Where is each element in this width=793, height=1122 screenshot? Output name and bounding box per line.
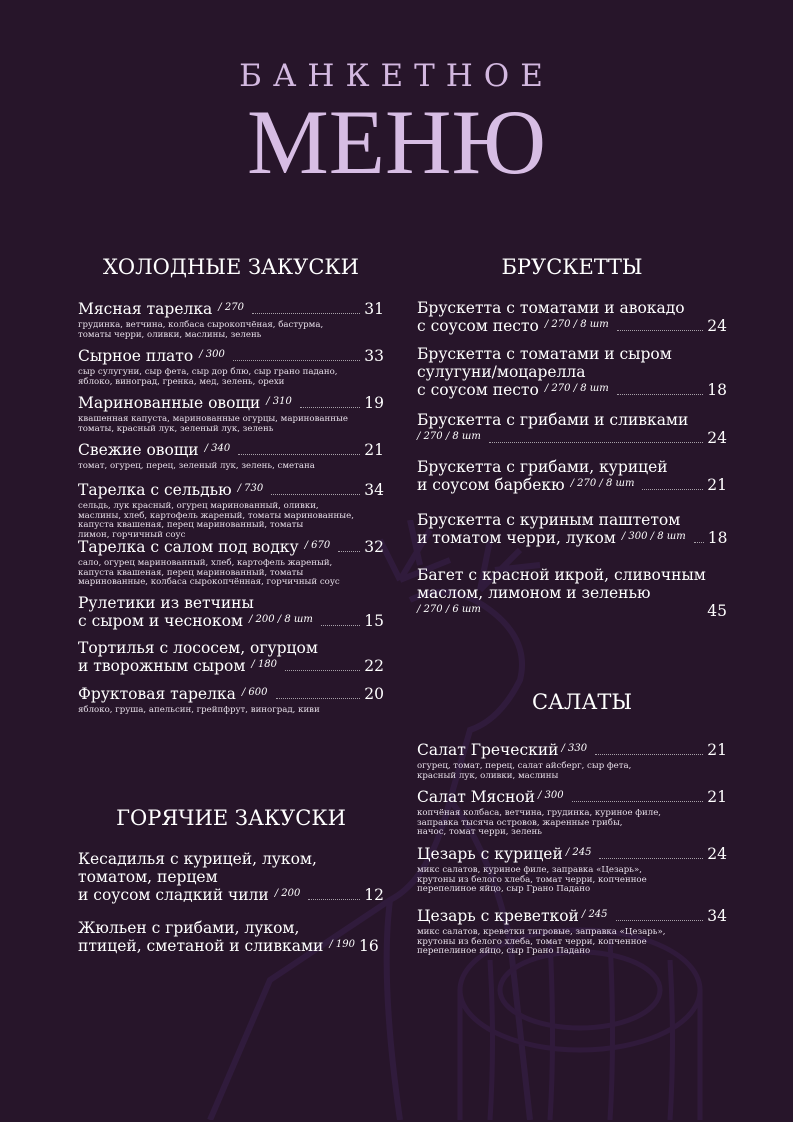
menu-item	[78, 685, 384, 716]
item-name-line: и соусом барбекю	[417, 476, 565, 494]
item-name-line: и творожным сыром	[78, 657, 246, 675]
item-description: сельдь, лук красный, огурец маринованный, оливки, маслины, хлеб, картофель жареный, томаты маринованные, капуста квашеная, перец маринованный, томаты лимон, горчичный соус	[78, 501, 354, 540]
item-name: Цезарь с курицей	[417, 845, 563, 863]
item-name: Мясная тарелка	[78, 300, 213, 318]
menu-item	[78, 394, 384, 434]
menu-item	[417, 411, 727, 447]
menu-item	[417, 458, 727, 494]
leader-dots	[238, 453, 360, 455]
item-weight: / 245	[565, 847, 592, 858]
menu-item	[78, 481, 384, 540]
leader-dots	[616, 919, 704, 921]
leader-dots	[489, 441, 703, 443]
item-price: 32	[364, 538, 384, 556]
item-weight: / 245	[581, 909, 608, 920]
leader-dots	[642, 488, 703, 490]
menu-item	[78, 347, 384, 387]
item-name: Тортилья с лососем, огурцом	[78, 639, 318, 657]
leader-dots	[308, 898, 360, 900]
item-weight: / 600	[241, 687, 268, 698]
leader-dots	[617, 393, 704, 395]
leader-space	[489, 614, 703, 616]
item-weight: / 270 / 6 шт	[417, 604, 481, 615]
item-weight: / 270 / 8 шт	[544, 383, 609, 394]
item-weight: / 180	[251, 659, 278, 670]
section-title-cold: ХОЛОДНЫЕ ЗАКУСКИ	[102, 255, 359, 279]
item-price: 12	[364, 886, 384, 904]
menu-item	[417, 511, 727, 547]
leader-dots	[617, 329, 704, 331]
menu-item	[417, 788, 727, 838]
item-name: Цезарь с креветкой	[417, 907, 579, 925]
leader-dots	[285, 669, 360, 671]
item-name: Жюльен с грибами, луком,	[78, 919, 300, 937]
item-price: 21	[707, 741, 727, 759]
item-price: 16	[359, 937, 379, 955]
leader-dots	[321, 624, 360, 626]
section-title-salads: САЛАТЫ	[531, 690, 633, 714]
section-title-bruschetta: БРУСКЕТТЫ	[501, 255, 643, 279]
item-name: Кесадилья с курицей, луком,	[78, 850, 317, 868]
item-description: микс салатов, куриное филе, заправка «Цезарь», крутоны из белого хлеба, томат черри, копченное перепелиное яйцо, сыр Грано Падано	[417, 865, 647, 894]
leader-dots	[595, 753, 703, 755]
item-weight: / 200	[274, 888, 301, 899]
item-price: 24	[707, 429, 727, 447]
item-name-line: и томатом черри, луком	[417, 529, 616, 547]
item-name: Салат Мясной	[417, 788, 536, 806]
item-weight: / 190	[329, 939, 356, 950]
menu-item	[78, 639, 384, 675]
menu-item	[417, 845, 727, 895]
item-price: 34	[707, 907, 727, 925]
item-weight: / 730	[237, 483, 264, 494]
item-name: Брускетта с томатами и авокадо	[417, 299, 685, 317]
item-name-line: с соусом песто	[417, 317, 539, 335]
header-subtitle: БАНКЕТНОЕ	[239, 58, 554, 94]
item-weight: / 340	[204, 443, 231, 454]
menu-item	[417, 907, 727, 957]
item-description: квашенная капуста, маринованные огурцы, маринованные томаты, красный лук, зеленый лук, зелень	[78, 414, 348, 434]
item-price: 21	[707, 476, 727, 494]
item-price: 33	[364, 347, 384, 365]
item-price: 31	[364, 300, 384, 318]
item-weight: / 270 / 8 шт	[570, 478, 635, 489]
item-weight: / 300	[199, 349, 225, 360]
item-description: сыр сулугуни, сыр фета, сыр дор блю, сыр грано падано, яблоко, виноград, гренка, мед, зелень, орехи	[78, 367, 338, 387]
item-name-line: томатом, перцем	[78, 868, 218, 886]
item-name: Рулетики из ветчины	[78, 594, 254, 612]
item-price: 15	[364, 612, 384, 630]
item-name: Свежие овощи	[78, 441, 199, 459]
item-name-line: с сыром и чесноком	[78, 612, 243, 630]
item-name: Брускетта с томатами и сыром	[417, 345, 672, 363]
menu-item	[417, 566, 727, 620]
item-price: 34	[364, 481, 384, 499]
leader-dots	[276, 697, 361, 699]
leader-dots	[271, 493, 360, 495]
leader-dots	[338, 550, 360, 552]
item-weight: / 270 / 8 шт	[417, 431, 481, 442]
item-price: 18	[707, 381, 727, 399]
item-name-line: и соусом сладкий чили	[78, 886, 269, 904]
item-name-line: с соусом песто	[417, 381, 539, 399]
item-name: Маринованные овощи	[78, 394, 261, 412]
menu-item	[78, 850, 384, 904]
menu-item	[417, 345, 727, 399]
header-title: МЕНЮ	[247, 91, 546, 193]
leader-dots	[300, 406, 360, 408]
item-name: Брускетта с грибами и сливками	[417, 411, 689, 429]
item-price: 18	[707, 529, 728, 547]
item-name: Багет с красной икрой, сливочным	[417, 566, 706, 584]
item-weight: / 200 / 8 шт	[248, 614, 313, 625]
menu-item	[417, 741, 727, 781]
item-weight: / 270	[218, 302, 244, 313]
item-description: яблоко, груша, апельсин, грейпфрут, виноград, киви	[78, 705, 320, 715]
item-price: 19	[364, 394, 384, 412]
leader-dots	[252, 312, 360, 314]
item-name: Сырное плато	[78, 347, 194, 365]
item-price: 24	[707, 317, 727, 335]
item-name: Салат Греческий	[417, 741, 559, 759]
menu-item	[78, 919, 384, 955]
item-price: 20	[364, 685, 384, 703]
item-price: 45	[707, 602, 727, 620]
item-weight: / 330	[561, 743, 588, 754]
leader-dots	[572, 800, 704, 802]
item-price: 24	[707, 845, 727, 863]
item-name: Тарелка с салом под водку	[78, 538, 299, 556]
item-price: 22	[364, 657, 384, 675]
leader-dots	[599, 857, 703, 859]
item-description: грудинка, ветчина, колбаса сырокопчёная, бастурма, томаты черри, оливки, маслины, зелень	[78, 320, 324, 340]
item-description: огурец, томат, перец, салат айсберг, сыр фета, красный лук, оливки, маслины	[417, 761, 632, 781]
item-weight: / 310	[266, 396, 292, 407]
item-description: копчёная колбаса, ветчина, грудинка, куриное филе, заправка тысяча островов, жаренные грибы, начос, томат черри, зелень	[417, 808, 662, 837]
leader-dots	[233, 359, 360, 361]
item-description: сало, огурец маринованный, хлеб, картофель жареный, капуста квашеная, перец маринованный, томаты маринованные, колбаса сырокопчённая, горчичный соус	[78, 558, 340, 587]
item-name: Брускетта с куриным паштетом	[417, 511, 681, 529]
item-weight: / 270 / 8 шт	[544, 319, 609, 330]
item-name: Тарелка с сельдью	[78, 481, 232, 499]
menu-item	[78, 441, 384, 472]
menu-item	[78, 300, 384, 340]
item-description: микс салатов, креветки тигровые, заправка «Цезарь», крутоны из белого хлеба, томат черри, копченное перепелиное яйцо, сыр Грано Падано	[417, 927, 666, 956]
item-name-line: сулугуни/моцарелла	[417, 363, 586, 381]
item-weight: / 300	[538, 790, 564, 801]
item-price: 21	[707, 788, 727, 806]
menu-item	[417, 299, 727, 335]
item-price: 21	[364, 441, 384, 459]
item-weight: / 670	[304, 540, 331, 551]
item-name: Брускетта с грибами, курицей	[417, 458, 668, 476]
menu-item	[78, 594, 384, 630]
menu-item	[78, 538, 384, 588]
item-name-line: маслом, лимоном и зеленью	[417, 584, 651, 602]
item-description: томат, огурец, перец, зеленый лук, зелень, сметана	[78, 461, 315, 471]
item-name: Фруктовая тарелка	[78, 685, 236, 703]
item-name-line: птицей, сметаной и сливками	[78, 937, 324, 955]
section-title-hot: ГОРЯЧИЕ ЗАКУСКИ	[116, 806, 346, 830]
item-weight: / 300 / 8 шт	[621, 531, 686, 542]
leader-dots	[694, 541, 704, 543]
